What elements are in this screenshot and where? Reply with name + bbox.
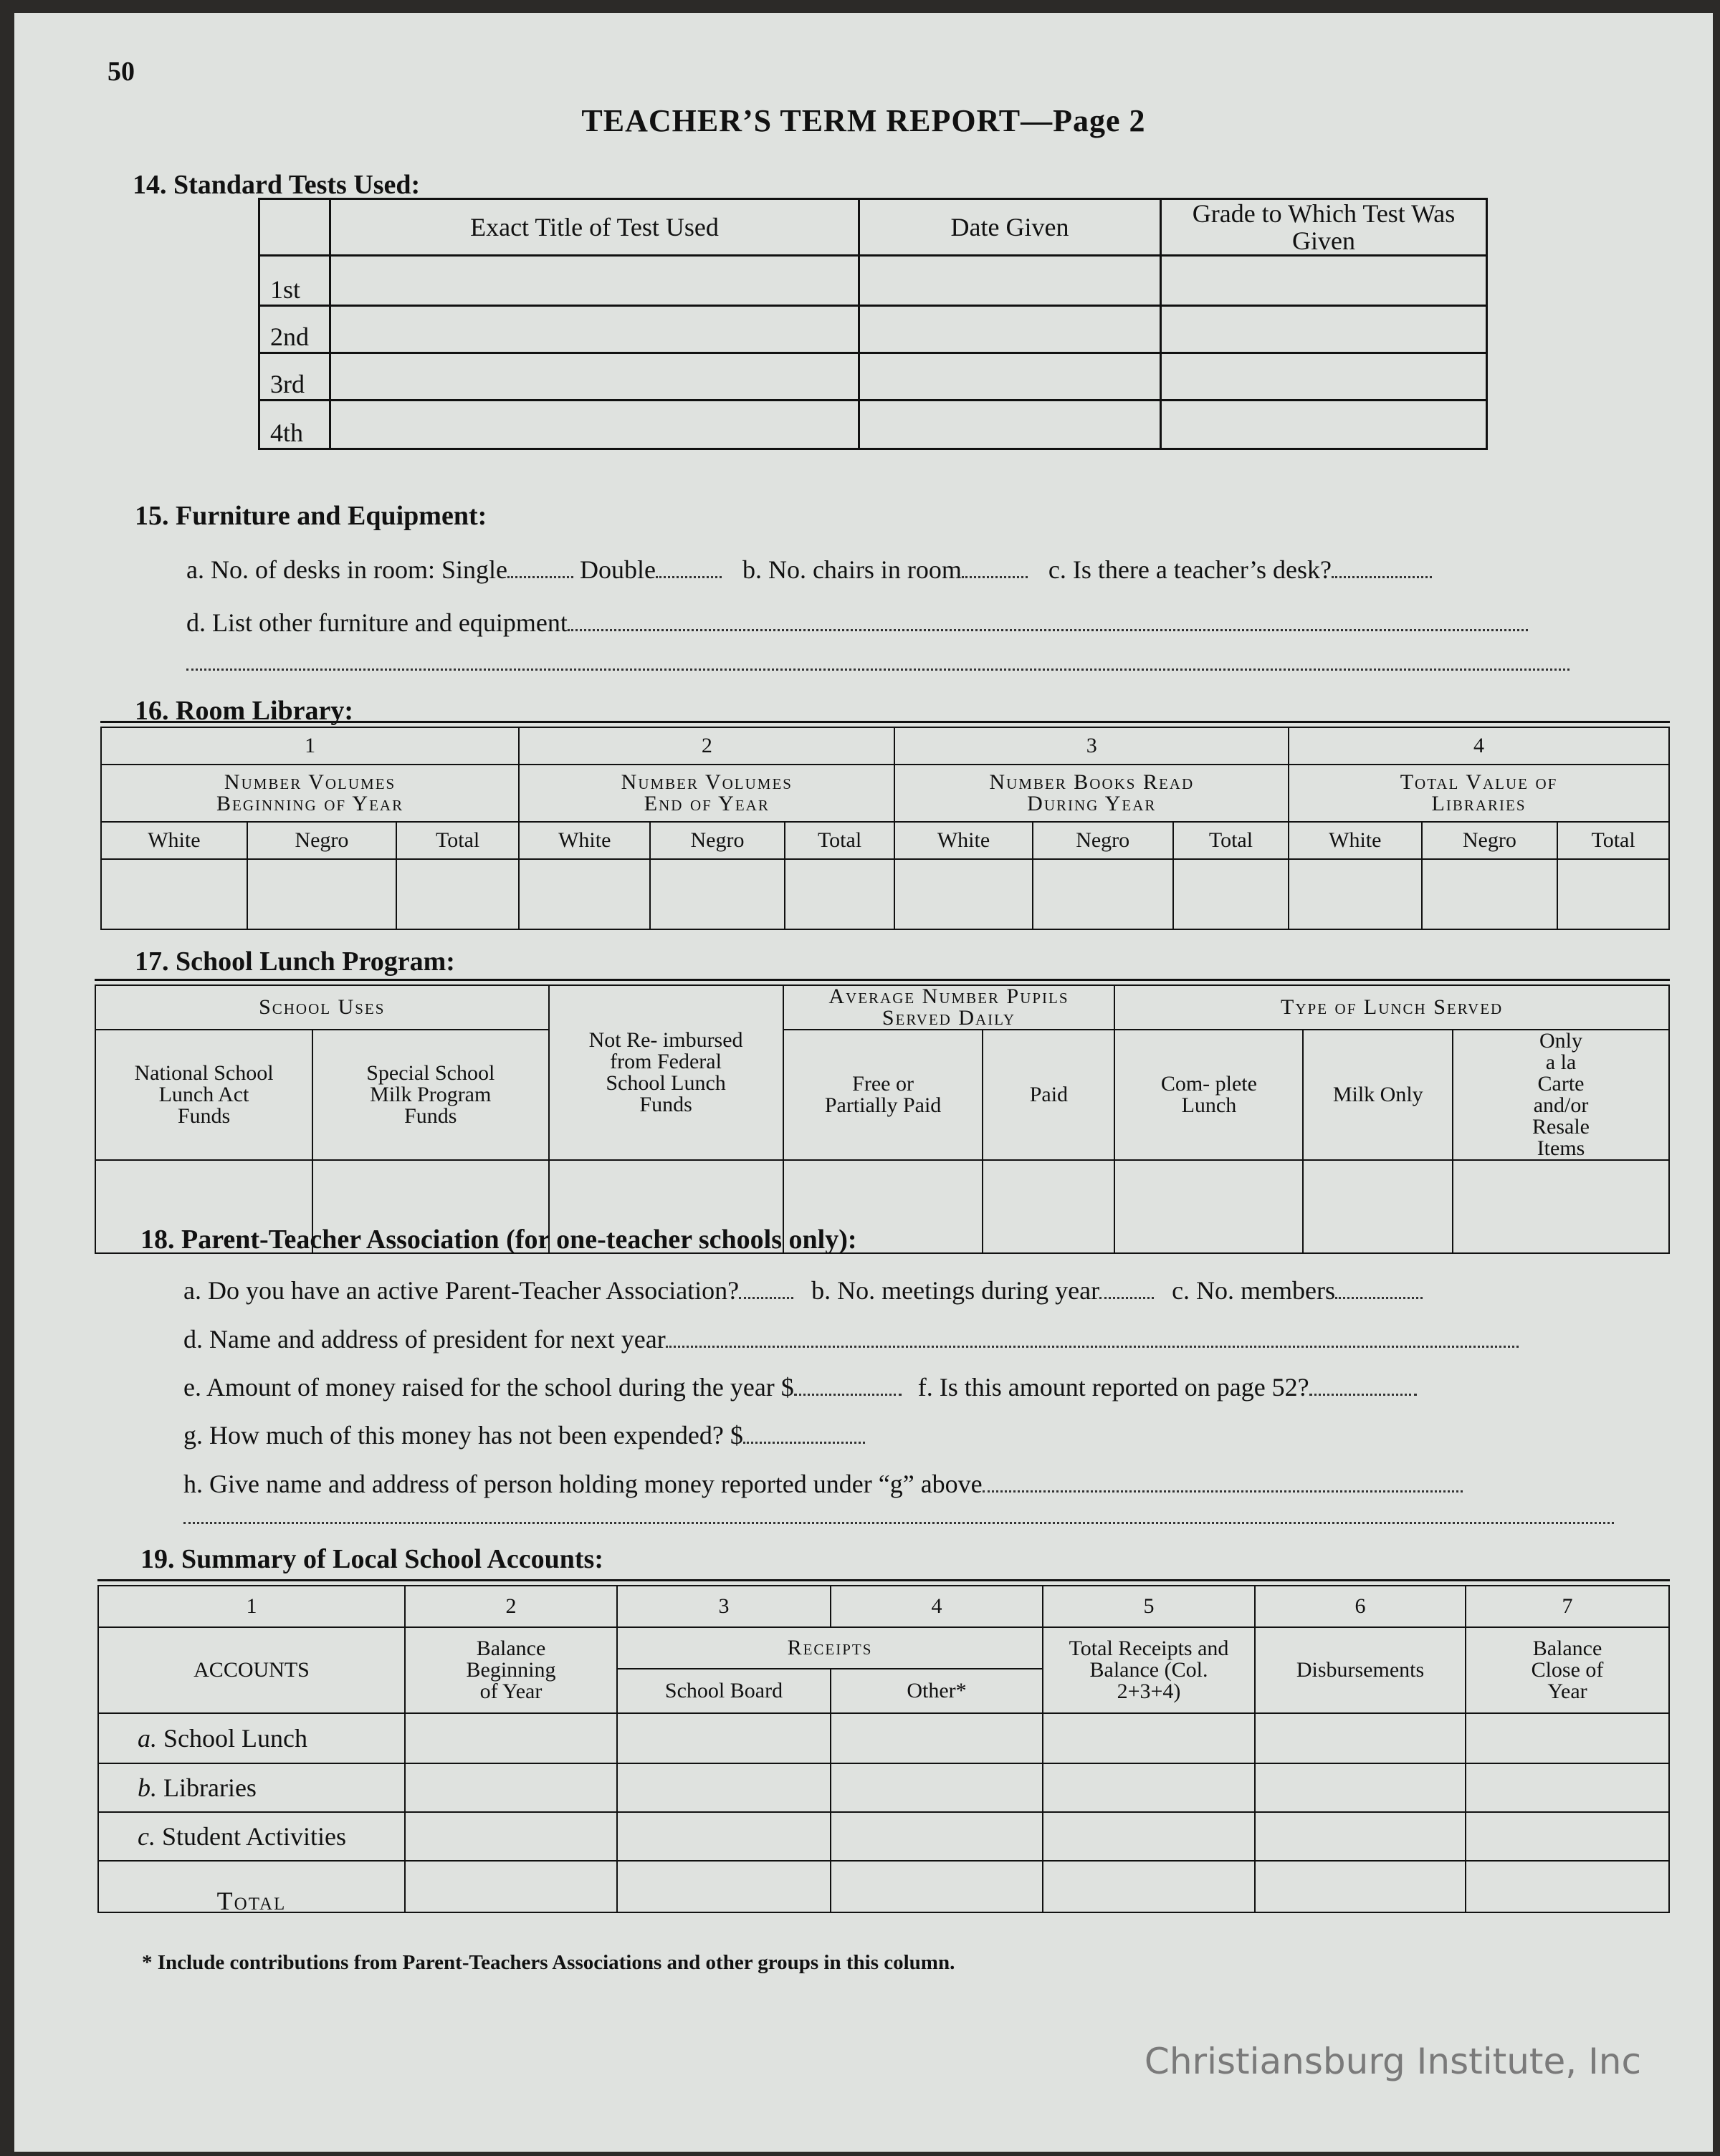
page-number: 50: [108, 57, 135, 87]
col-title-header: Exact Title of Test Used: [330, 199, 859, 256]
entry-cell[interactable]: [1466, 1763, 1669, 1812]
test-title-1[interactable]: [330, 256, 859, 306]
negro-header: Negro: [650, 822, 784, 859]
furniture-line-d: [186, 608, 1528, 638]
president-label: d. Name and address of president for next year: [183, 1325, 666, 1354]
entry-cell[interactable]: [1289, 859, 1421, 929]
entry-cell[interactable]: [1043, 1763, 1255, 1812]
col-number: 3: [617, 1586, 831, 1627]
test-title-2[interactable]: [330, 306, 859, 353]
entry-cell[interactable]: [617, 1812, 831, 1861]
entry-cell[interactable]: [405, 1861, 617, 1912]
entry-cell[interactable]: [405, 1763, 617, 1812]
watermark: Christiansburg Institute, Inc: [1144, 2041, 1641, 2082]
pta-line-h: [183, 1469, 1463, 1499]
money-holder-extra-line[interactable]: [183, 1522, 1614, 1524]
school-lunch-table: [95, 984, 1670, 1254]
col-number: 2: [405, 1586, 617, 1627]
type-lunch-header: Type of Lunch Served: [1114, 985, 1669, 1030]
row-letter: a.: [138, 1724, 157, 1753]
col-grade-header: Grade to Which Test Was Given: [1161, 199, 1487, 256]
other-header: Other*: [831, 1669, 1043, 1713]
entry-cell[interactable]: [1466, 1812, 1669, 1861]
section-17-heading: 17. School Lunch Program:: [135, 947, 455, 977]
milk-only-header: Milk Only: [1303, 1030, 1453, 1160]
accounts-header: ACCOUNTS: [98, 1627, 405, 1713]
entry-cell[interactable]: [405, 1812, 617, 1861]
balance-close-header: Balance Close of Year: [1466, 1627, 1669, 1713]
white-header: White: [1289, 822, 1421, 859]
entry-cell[interactable]: [405, 1713, 617, 1763]
negro-header: Negro: [1422, 822, 1558, 859]
entry-cell[interactable]: [785, 859, 895, 929]
report-page: [14, 13, 1713, 2152]
entry-cell[interactable]: [1255, 1763, 1466, 1812]
entry-cell[interactable]: [1173, 859, 1289, 929]
date-given-3[interactable]: [859, 353, 1161, 401]
entry-cell[interactable]: [831, 1861, 1043, 1912]
row-letter: b.: [138, 1773, 157, 1802]
entry-cell[interactable]: [1557, 859, 1669, 929]
row-letter: c.: [138, 1822, 156, 1851]
not-expended-label: g. How much of this money has not been expended? $: [183, 1421, 743, 1450]
grade-given-4[interactable]: [1161, 401, 1487, 449]
section-15-heading: 15. Furniture and Equipment:: [135, 501, 487, 531]
books-read-header: Number Books Read During Year: [894, 765, 1289, 822]
pta-line-d: [183, 1324, 1519, 1354]
test-title-3[interactable]: [330, 353, 859, 401]
money-holder-label: h. Give name and address of person holding money reported under “g” above: [183, 1470, 983, 1498]
entry-cell[interactable]: [1043, 1812, 1255, 1861]
library-value-header: Total Value of Libraries: [1289, 765, 1669, 822]
entry-cell[interactable]: [650, 859, 784, 929]
pta-line-e: [183, 1372, 1417, 1402]
row-label: Libraries: [163, 1773, 257, 1802]
free-partial-header: Free or Partially Paid: [783, 1030, 983, 1160]
not-expended-blank[interactable]: [743, 1423, 865, 1444]
test-title-4[interactable]: [330, 401, 859, 449]
reported-label: f. Is this amount reported on page 52?: [917, 1373, 1309, 1402]
amount-raised-blank[interactable]: [794, 1375, 902, 1396]
corner-cell: [259, 199, 330, 256]
total-row-label: Total: [98, 1861, 405, 1912]
room-library-table: [100, 727, 1670, 930]
rule: [97, 1579, 1670, 1581]
entry-cell[interactable]: [831, 1763, 1043, 1812]
total-header: Total: [785, 822, 895, 859]
teacher-desk-blank[interactable]: [1332, 557, 1432, 578]
total-receipts-header: Total Receipts and Balance (Col. 2+3+4): [1043, 1627, 1255, 1713]
entry-cell[interactable]: [1255, 1861, 1466, 1912]
entry-cell[interactable]: [1043, 1713, 1255, 1763]
footnote: * Include contributions from Parent-Teachers Associations and other groups in this column.: [142, 1951, 955, 1974]
reported-blank[interactable]: [1309, 1375, 1417, 1396]
active-pta-label: a. Do you have an active Parent-Teacher Association?: [183, 1276, 740, 1305]
negro-header: Negro: [1033, 822, 1173, 859]
double-desks-blank[interactable]: [656, 557, 722, 578]
grade-given-3[interactable]: [1161, 353, 1487, 401]
president-blank[interactable]: [666, 1327, 1519, 1348]
school-uses-header: School Uses: [95, 985, 549, 1030]
single-desks-blank[interactable]: [507, 557, 573, 578]
entry-cell[interactable]: [1043, 1861, 1255, 1912]
row-label: 4th: [259, 401, 330, 449]
col-number: 7: [1466, 1586, 1669, 1627]
other-furniture-blank[interactable]: [568, 610, 1528, 631]
total-header: Total: [1557, 822, 1669, 859]
rule: [95, 979, 1670, 981]
row-label: 2nd: [259, 306, 330, 353]
money-holder-blank[interactable]: [983, 1472, 1463, 1493]
receipts-header: Receipts: [617, 1627, 1043, 1669]
entry-cell[interactable]: [894, 859, 1032, 929]
grade-given-1[interactable]: [1161, 256, 1487, 306]
school-board-header: School Board: [617, 1669, 831, 1713]
entry-cell[interactable]: [247, 859, 396, 929]
section-16-heading: 16. Room Library:: [135, 696, 354, 726]
account-row-label: [98, 1812, 405, 1861]
entry-cell[interactable]: [983, 1160, 1114, 1253]
pta-line-g: [183, 1420, 865, 1450]
active-pta-blank[interactable]: [739, 1278, 793, 1299]
entry-cell[interactable]: [1255, 1713, 1466, 1763]
col-number: 2: [519, 727, 894, 765]
rule: [100, 721, 1670, 723]
entry-cell[interactable]: [1303, 1160, 1453, 1253]
pta-line-a: [183, 1275, 1423, 1305]
negro-header: Negro: [247, 822, 396, 859]
total-header: Total: [396, 822, 519, 859]
row-label: 1st: [259, 256, 330, 306]
teacher-desk-label: c. Is there a teacher’s desk?: [1048, 555, 1332, 584]
special-milk-header: Special School Milk Program Funds: [312, 1030, 548, 1160]
row-label: School Lunch: [163, 1724, 307, 1753]
col-number: 4: [1289, 727, 1669, 765]
school-accounts-table: [97, 1585, 1670, 1913]
members-label: c. No. members: [1172, 1276, 1336, 1305]
account-row-label: [98, 1763, 405, 1812]
row-label: 3rd: [259, 353, 330, 401]
a-la-carte-header: Only a la Carte and/or Resale Items: [1453, 1030, 1669, 1160]
meetings-blank[interactable]: [1099, 1278, 1154, 1299]
avg-pupils-header: Average Number Pupils Served Daily: [783, 985, 1115, 1030]
col-number: 1: [98, 1586, 405, 1627]
volumes-end-header: Number Volumes End of Year: [519, 765, 894, 822]
entry-cell[interactable]: [101, 859, 247, 929]
volumes-beginning-header: Number Volumes Beginning of Year: [101, 765, 519, 822]
white-header: White: [519, 822, 650, 859]
col-number: 3: [894, 727, 1289, 765]
entry-cell[interactable]: [1466, 1861, 1669, 1912]
section-18-heading: 18. Parent-Teacher Association (for one-teacher schools only):: [140, 1225, 857, 1255]
entry-cell[interactable]: [519, 859, 650, 929]
date-given-2[interactable]: [859, 306, 1161, 353]
date-given-4[interactable]: [859, 401, 1161, 449]
entry-cell[interactable]: [396, 859, 519, 929]
entry-cell[interactable]: [831, 1812, 1043, 1861]
other-furniture-label: d. List other furniture and equipment: [186, 608, 568, 637]
meetings-label: b. No. meetings during year: [811, 1276, 1100, 1305]
furniture-line-a: [186, 555, 1432, 585]
paid-header: Paid: [983, 1030, 1114, 1160]
disbursements-header: Disbursements: [1255, 1627, 1466, 1713]
row-label: Student Activities: [161, 1822, 346, 1851]
white-header: White: [894, 822, 1032, 859]
entry-cell[interactable]: [1033, 859, 1173, 929]
col-number: 1: [101, 727, 519, 765]
balance-beginning-header: Balance Beginning of Year: [405, 1627, 617, 1713]
col-number: 6: [1255, 1586, 1466, 1627]
entry-cell[interactable]: [617, 1763, 831, 1812]
not-reimbursed-header: Not Re- imbursed from Federal School Lunch Funds: [549, 985, 783, 1160]
account-row-label: [98, 1713, 405, 1763]
col-number: 5: [1043, 1586, 1255, 1627]
grade-given-2[interactable]: [1161, 306, 1487, 353]
entry-cell[interactable]: [1255, 1812, 1466, 1861]
desks-label: a. No. of desks in room: Single: [186, 555, 507, 584]
white-header: White: [101, 822, 247, 859]
entry-cell[interactable]: [617, 1861, 831, 1912]
chairs-blank[interactable]: [962, 557, 1028, 578]
amount-raised-label: e. Amount of money raised for the school during the year $: [183, 1373, 794, 1402]
members-blank[interactable]: [1335, 1278, 1423, 1299]
entry-cell[interactable]: [831, 1713, 1043, 1763]
entry-cell[interactable]: [1422, 859, 1558, 929]
date-given-1[interactable]: [859, 256, 1161, 306]
entry-cell[interactable]: [1453, 1160, 1669, 1253]
entry-cell[interactable]: [1114, 1160, 1303, 1253]
double-label: Double: [579, 555, 656, 584]
entry-cell[interactable]: [1466, 1713, 1669, 1763]
page-title: TEACHER’S TERM REPORT—Page 2: [581, 103, 1146, 138]
col-date-header: Date Given: [859, 199, 1161, 256]
standard-tests-table: [258, 198, 1488, 450]
entry-cell[interactable]: [617, 1713, 831, 1763]
complete-lunch-header: Com- plete Lunch: [1114, 1030, 1303, 1160]
col-number: 4: [831, 1586, 1043, 1627]
section-14-heading: 14. Standard Tests Used:: [133, 170, 421, 200]
nsla-header: National School Lunch Act Funds: [95, 1030, 312, 1160]
chairs-label: b. No. chairs in room: [742, 555, 962, 584]
total-header: Total: [1173, 822, 1289, 859]
section-19-heading: 19. Summary of Local School Accounts:: [140, 1544, 603, 1574]
furniture-extra-line[interactable]: [186, 669, 1570, 671]
